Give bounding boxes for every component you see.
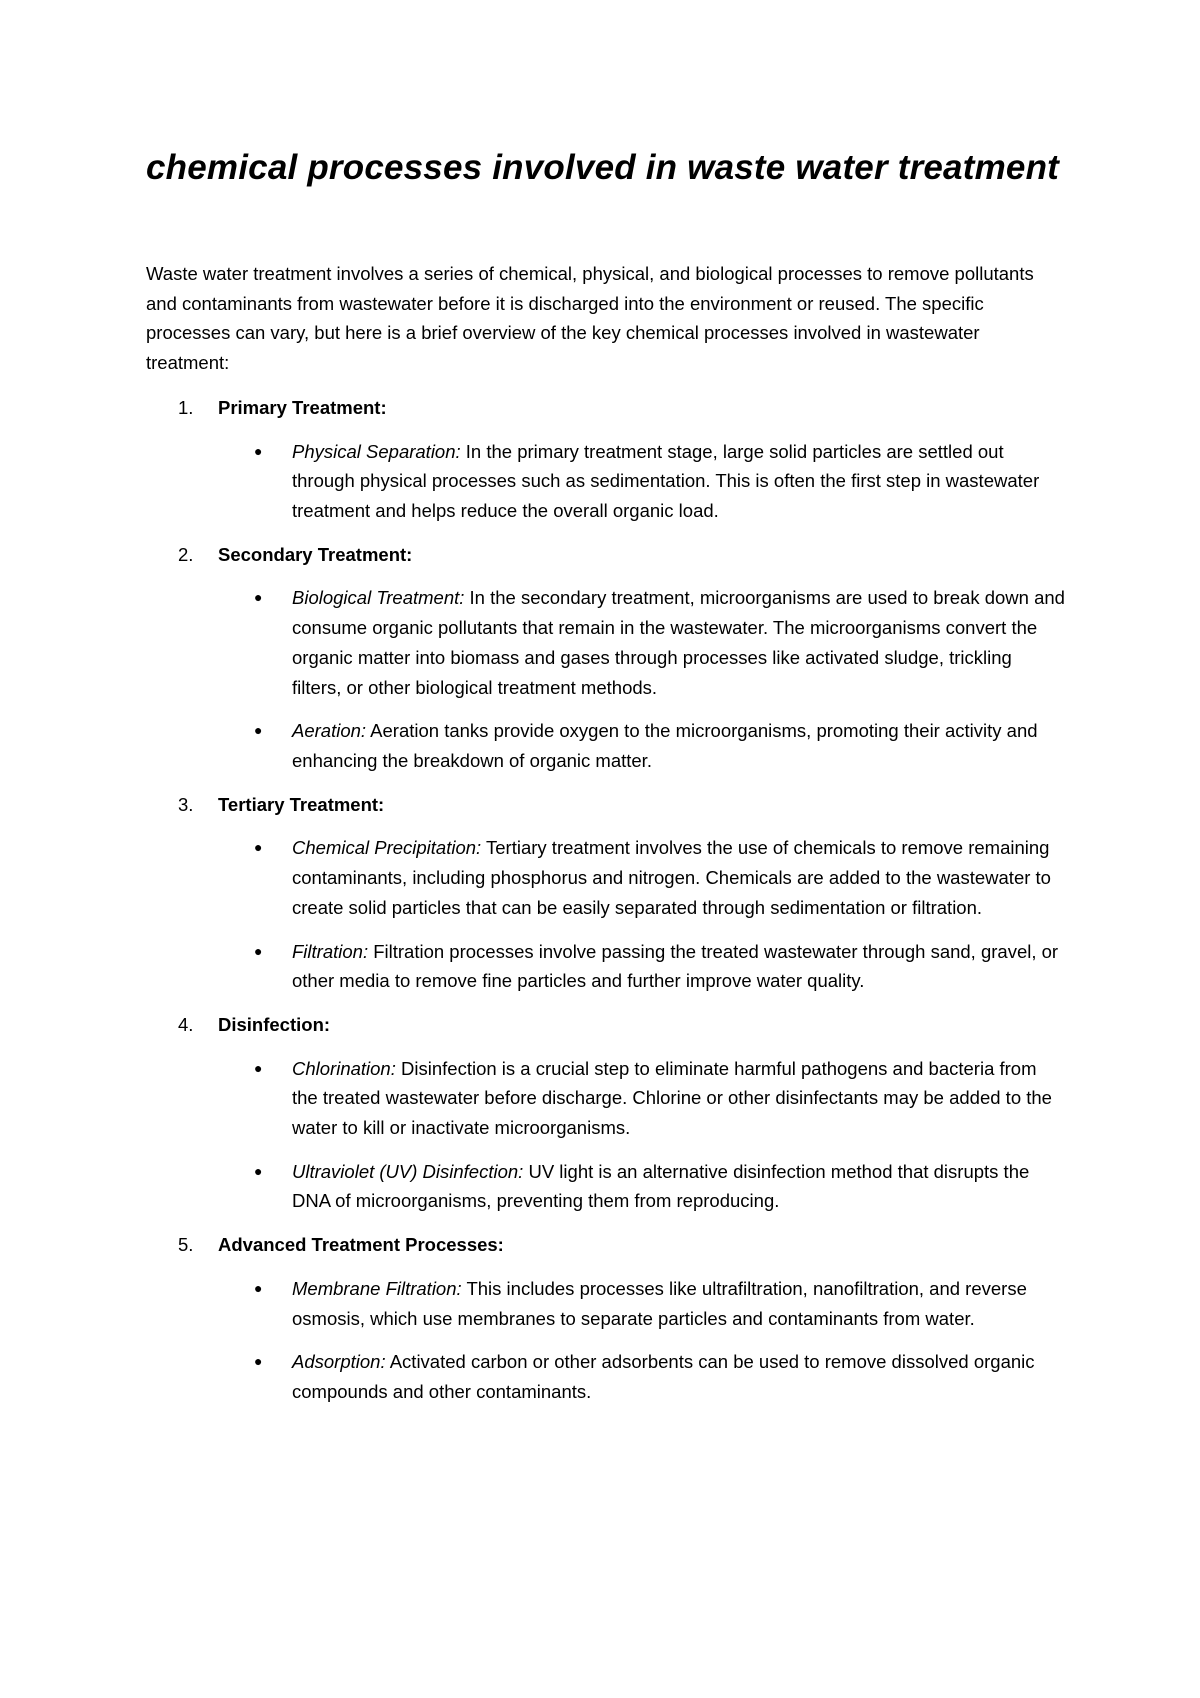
section-heading bbox=[146, 540, 1066, 570]
bullet-text bbox=[292, 1054, 1066, 1143]
section-number: 3. bbox=[178, 793, 194, 815]
bullet-description: Filtration processes involve passing the treated wastewater through sand, gravel, or other media to remove fine particles and further improve water quality. bbox=[292, 940, 1059, 992]
bullet-list bbox=[146, 1274, 1066, 1407]
bullet-text bbox=[292, 1274, 1066, 1333]
bullet-text bbox=[292, 937, 1066, 996]
bullet-icon: ● bbox=[254, 442, 263, 459]
bullet-list bbox=[146, 583, 1066, 775]
bullet-icon: ● bbox=[254, 839, 263, 856]
bullet-description: Disinfection is a crucial step to eliminate harmful pathogens and bacteria from the treated wastewater before discharge. Chlorine or other disinfectants may be added to the water to kill or inactivate microorganisms. bbox=[292, 1057, 1052, 1138]
bullet-text bbox=[292, 833, 1066, 922]
bullet-description: This includes processes like ultrafiltration, nanofiltration, and reverse osmosis, which use membranes to separate particles and contaminants from water. bbox=[292, 1277, 1027, 1329]
bullet-icon: ● bbox=[254, 1059, 263, 1076]
bullet-item bbox=[146, 1157, 1066, 1216]
bullet-description: UV light is an alternative disinfection method that disrupts the DNA of microorganisms, preventing them from reproducing. bbox=[292, 1160, 1030, 1212]
bullet-icon: ● bbox=[254, 1162, 263, 1179]
section-primary-treatment bbox=[146, 393, 1066, 526]
bullet-icon: ● bbox=[254, 1279, 263, 1296]
bullet-item bbox=[146, 1054, 1066, 1143]
bullet-item bbox=[146, 833, 1066, 922]
bullet-list bbox=[146, 833, 1066, 996]
section-heading bbox=[146, 393, 1066, 423]
bullet-term: Biological Treatment: bbox=[292, 587, 465, 609]
section-tertiary-treatment bbox=[146, 790, 1066, 996]
bullet-description: Tertiary treatment involves the use of chemicals to remove remaining contaminants, including phosphorus and nitrogen. Chemicals are added to the wastewater to create solid particles that can be easily separated through sedimentation or filtration. bbox=[292, 837, 1051, 918]
bullet-item bbox=[146, 437, 1066, 526]
bullet-term: Ultraviolet (UV) Disinfection: bbox=[292, 1160, 524, 1182]
bullet-text bbox=[292, 1157, 1066, 1216]
bullet-term: Adsorption: bbox=[292, 1351, 386, 1373]
bullet-icon: ● bbox=[254, 1353, 263, 1370]
section-heading bbox=[146, 790, 1066, 820]
section-title: Tertiary Treatment: bbox=[218, 793, 385, 815]
bullet-description: Aeration tanks provide oxygen to the microorganisms, promoting their activity and enhancing the breakdown of organic matter. bbox=[292, 720, 1038, 771]
bullet-list bbox=[146, 1054, 1066, 1217]
document-title: chemical processes involved in waste water treatment bbox=[146, 148, 1059, 187]
bullet-icon: ● bbox=[254, 589, 263, 606]
bullet-icon: ● bbox=[254, 722, 263, 739]
bullet-description: In the secondary treatment, microorganisms are used to break down and consume organic pollutants that remain in the wastewater. The microorganisms convert the organic matter into biomass and gases through processes like activated sludge, trickling filters, or other biological treatment methods. bbox=[292, 587, 1065, 698]
section-advanced-treatment bbox=[146, 1230, 1066, 1407]
section-number: 4. bbox=[178, 1013, 194, 1035]
bullet-term: Chemical Precipitation: bbox=[292, 837, 482, 859]
bullet-item bbox=[146, 1274, 1066, 1333]
bullet-term: Physical Separation: bbox=[292, 440, 461, 462]
section-number: 1. bbox=[178, 397, 194, 418]
bullet-term: Membrane Filtration: bbox=[292, 1277, 462, 1299]
bullet-description: In the primary treatment stage, large solid particles are settled out through physical processes such as sedimentation. This is often the first step in wastewater treatment and helps reduce the overall organic load. bbox=[292, 440, 1040, 522]
bullet-term: Chlorination: bbox=[292, 1057, 396, 1079]
bullet-icon: ● bbox=[254, 942, 263, 959]
section-title: Primary Treatment: bbox=[218, 397, 387, 418]
section-disinfection bbox=[146, 1010, 1066, 1216]
bullet-term: Aeration: bbox=[292, 720, 367, 742]
bullet-text bbox=[292, 716, 1066, 775]
bullet-item bbox=[146, 583, 1066, 702]
bullet-list bbox=[146, 437, 1066, 526]
section-heading bbox=[146, 1010, 1066, 1040]
bullet-item bbox=[146, 1347, 1066, 1406]
section-title: Disinfection: bbox=[218, 1013, 331, 1035]
section-title: Secondary Treatment: bbox=[218, 543, 413, 565]
section-list bbox=[146, 393, 1066, 1421]
bullet-term: Filtration: bbox=[292, 940, 369, 962]
section-title: Advanced Treatment Processes: bbox=[218, 1234, 504, 1256]
section-heading bbox=[146, 1230, 1066, 1260]
bullet-item bbox=[146, 716, 1066, 775]
bullet-description: Activated carbon or other adsorbents can be used to remove dissolved organic compounds and other contaminants. bbox=[292, 1351, 1035, 1402]
section-secondary-treatment bbox=[146, 540, 1066, 776]
bullet-text bbox=[292, 583, 1066, 702]
section-number: 2. bbox=[178, 543, 194, 565]
bullet-text bbox=[292, 437, 1066, 526]
intro-paragraph: Waste water treatment involves a series of chemical, physical, and biological processes to remove pollutants and contaminants from wastewater before it is discharged into the environment or reused. The specific processes can vary, but here is a brief overview of the key chemical processes involved in wastewater treatment: bbox=[146, 263, 1034, 374]
bullet-item bbox=[146, 937, 1066, 996]
section-number: 5. bbox=[178, 1234, 194, 1256]
bullet-text bbox=[292, 1347, 1066, 1406]
